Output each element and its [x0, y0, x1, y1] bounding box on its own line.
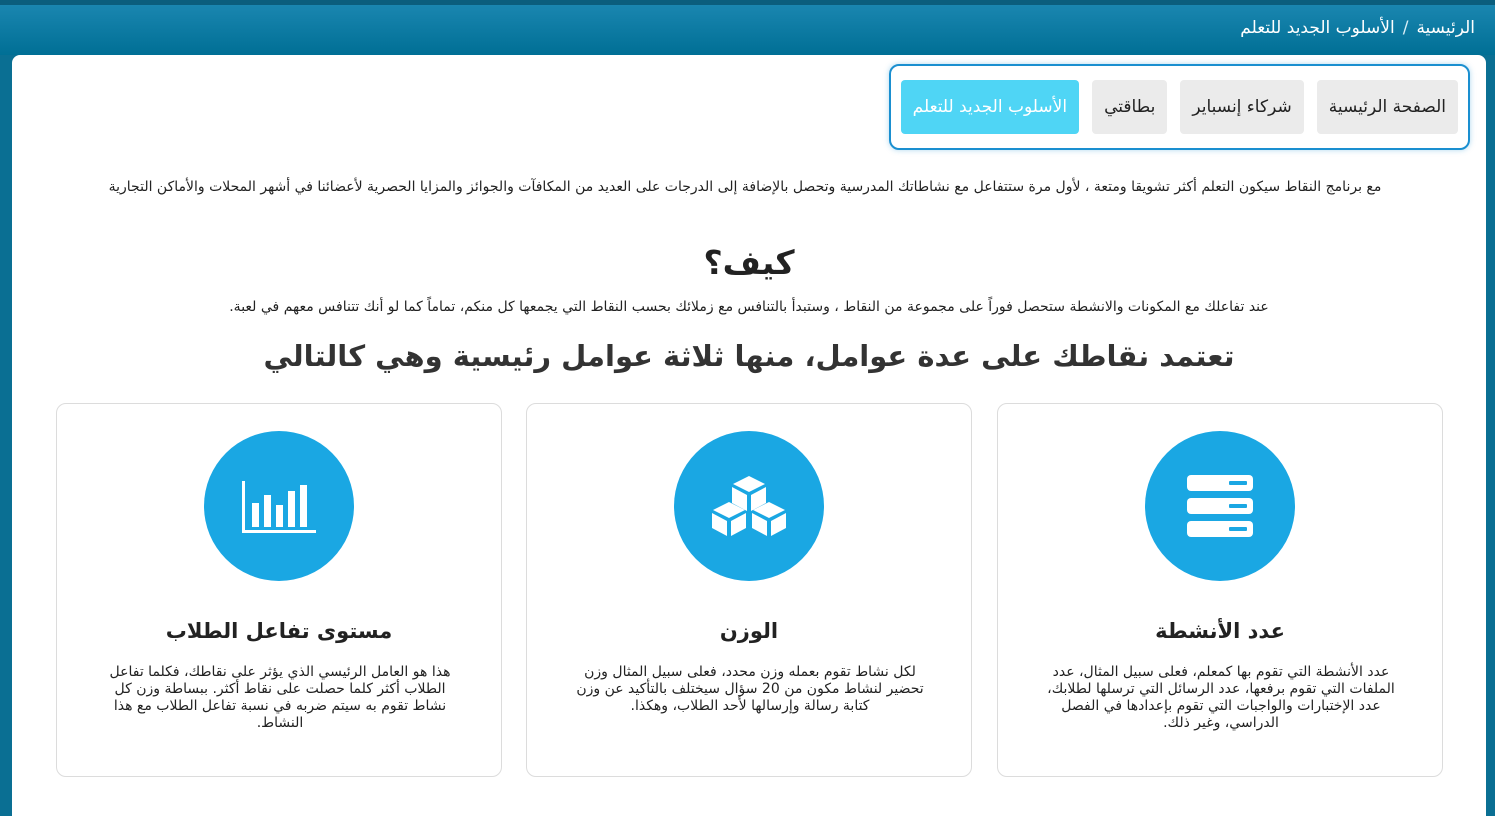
- factor-card-activities: [997, 403, 1443, 777]
- content-panel: [12, 55, 1486, 816]
- factor-cards: [56, 403, 1443, 777]
- factor-card-title: مستوى تفاعل الطلاب: [165, 619, 393, 643]
- breadcrumb: [1240, 18, 1475, 38]
- factor-card-weight: [526, 403, 972, 777]
- factors-heading: تعتمد نقاطك على عدة عوامل، منها ثلاثة عوامل رئيسية وهي كالتالي: [263, 339, 1235, 373]
- how-heading: كيف؟: [703, 243, 795, 282]
- factor-card-text: لكل نشاط تقوم بعمله وزن محدد، فعلى سبيل المثال وزن تحضير لنشاط مكون من 20 سؤال سيختلف بالتأكيد عن وزن كتابة رسالة وإرسالها لأحد الطلاب، وهكذا.: [576, 664, 924, 714]
- tab-home[interactable]: الصفحة الرئيسية: [1317, 80, 1458, 134]
- factor-card-text: عدد الأنشطة التي تقوم بها كمعلم، فعلى سبيل المثال، عدد الملفات التي تقوم برفعها، عدد الرسائل التي ترسلها لطلابك، عدد الإختبارات والواجبات التي تقوم بإعدادها في الفصل الدراسي، وغير ذلك.: [1047, 664, 1395, 731]
- breadcrumb-home-link[interactable]: الرئيسية: [1416, 18, 1475, 38]
- tab-new-learning-method[interactable]: الأسلوب الجديد للتعلم: [901, 80, 1079, 134]
- breadcrumb-separator: /: [1402, 18, 1409, 38]
- bar-chart-icon: [204, 431, 354, 581]
- tab-bar: [889, 64, 1470, 150]
- breadcrumb-current: الأسلوب الجديد للتعلم: [1240, 18, 1395, 38]
- factor-card-engagement: [56, 403, 502, 777]
- factor-card-title: الوزن: [719, 619, 779, 643]
- cubes-icon: [674, 431, 824, 581]
- factor-card-title: عدد الأنشطة: [1155, 619, 1285, 643]
- factor-card-text: هذا هو العامل الرئيسي الذي يؤثر على نقاطك، فكلما تفاعل الطلاب أكثر كلما حصلت على نقاط أكثر. ببساطة وزن كل نشاط تقوم به سيتم ضربه في نسبة تفاعل الطلاب مع هذا النشاط.: [109, 664, 451, 731]
- intro-text: مع برنامج النقاط سيكون التعلم أكثر تشويقا ومتعة ، لأول مرة ستتفاعل مع نشاطاتك المدرسية وتحصل بالإضافة إلى الدرجات على العديد من المكافآت والجوائز والمزايا الحصرية لأعضائنا في أشهر المحلات والأماكن التجارية: [108, 179, 1382, 195]
- how-text: عند تفاعلك مع المكونات والانشطة ستحصل فوراً على مجموعة من النقاط ، وستبدأ بالتنافس مع زملائك بحسب النقاط التي يجمعها كل منكم، تماماً كما لو أنك تتنافس معهم في لعبة.: [229, 299, 1269, 315]
- top-bar: [0, 0, 1495, 55]
- tab-my-card[interactable]: بطاقتي: [1092, 80, 1167, 134]
- tab-inspire-partners[interactable]: شركاء إنسباير: [1180, 80, 1303, 134]
- server-stack-icon: [1145, 431, 1295, 581]
